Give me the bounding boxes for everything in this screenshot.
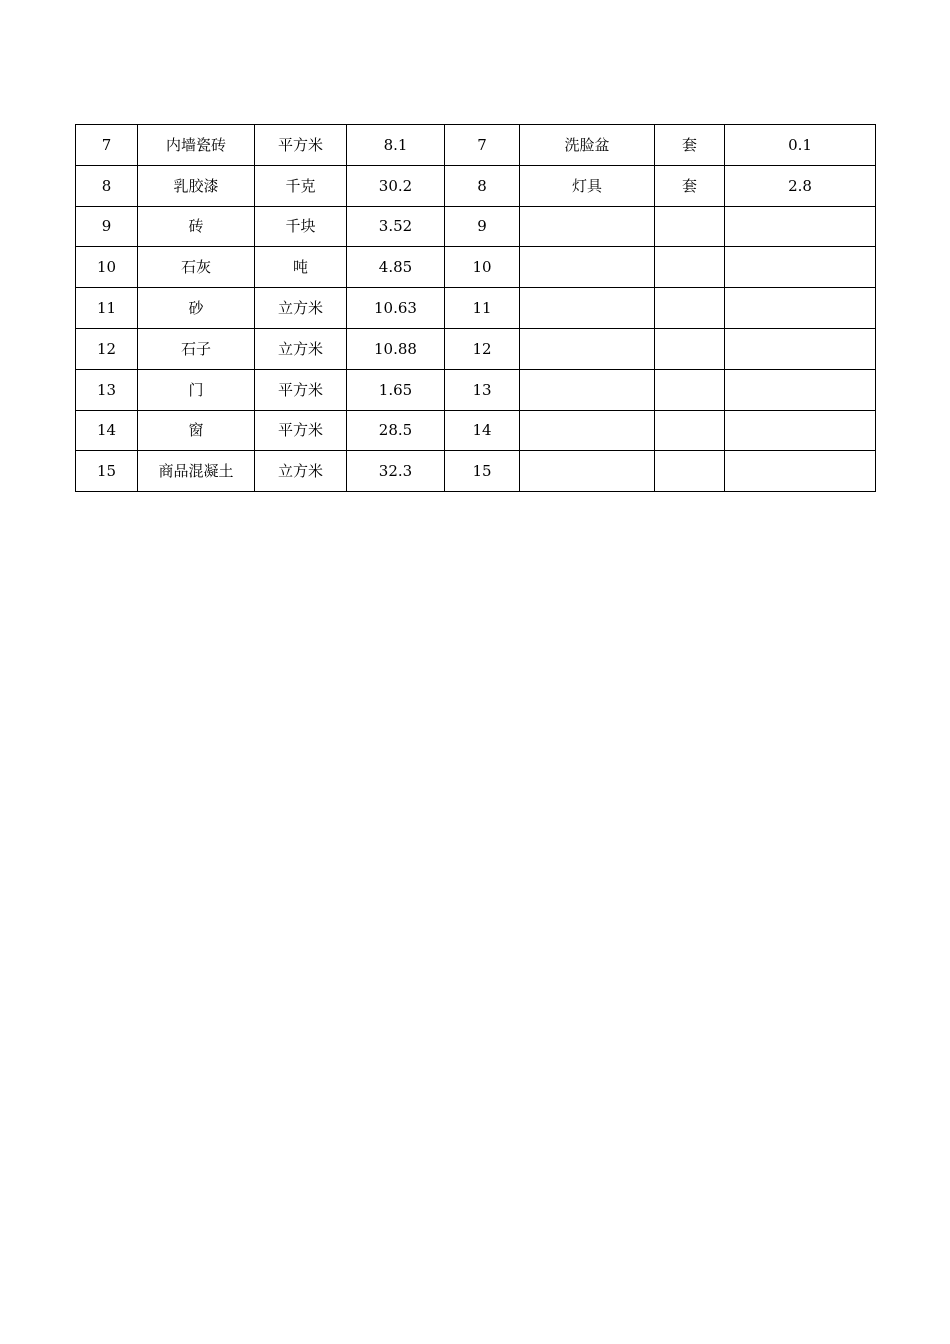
table-row [76, 165, 876, 206]
quantity-left: 10.63 [347, 288, 445, 329]
material-name-right: 灯具 [520, 165, 655, 206]
material-name-right [520, 206, 655, 247]
material-name-right: 洗脸盆 [520, 125, 655, 166]
unit-right [655, 451, 725, 492]
row-number-left: 15 [76, 451, 138, 492]
table-row [76, 125, 876, 166]
quantity-right [725, 206, 876, 247]
row-number-left: 11 [76, 288, 138, 329]
row-number-right: 8 [445, 165, 520, 206]
unit-right [655, 247, 725, 288]
material-name-right [520, 369, 655, 410]
material-name-right [520, 247, 655, 288]
unit-left: 平方米 [255, 125, 347, 166]
row-number-left: 13 [76, 369, 138, 410]
row-number-right: 13 [445, 369, 520, 410]
row-number-right: 11 [445, 288, 520, 329]
row-number-right: 15 [445, 451, 520, 492]
row-number-left: 9 [76, 206, 138, 247]
material-name-left: 乳胶漆 [138, 165, 255, 206]
unit-left: 平方米 [255, 369, 347, 410]
quantity-right [725, 369, 876, 410]
unit-left: 立方米 [255, 328, 347, 369]
materials-table [75, 124, 876, 492]
table-row [76, 410, 876, 451]
quantity-right [725, 328, 876, 369]
quantity-left: 10.88 [347, 328, 445, 369]
row-number-right: 10 [445, 247, 520, 288]
row-number-left: 7 [76, 125, 138, 166]
material-name-left: 商品混凝土 [138, 451, 255, 492]
material-name-left: 砖 [138, 206, 255, 247]
material-name-left: 窗 [138, 410, 255, 451]
material-name-left: 砂 [138, 288, 255, 329]
quantity-left: 3.52 [347, 206, 445, 247]
unit-right [655, 288, 725, 329]
quantity-left: 1.65 [347, 369, 445, 410]
unit-left: 立方米 [255, 451, 347, 492]
material-name-left: 石灰 [138, 247, 255, 288]
unit-right [655, 410, 725, 451]
quantity-right [725, 410, 876, 451]
row-number-left: 10 [76, 247, 138, 288]
material-name-right [520, 288, 655, 329]
quantity-left: 28.5 [347, 410, 445, 451]
table-row [76, 206, 876, 247]
unit-right [655, 206, 725, 247]
row-number-right: 14 [445, 410, 520, 451]
quantity-left: 8.1 [347, 125, 445, 166]
unit-right: 套 [655, 165, 725, 206]
quantity-right: 0.1 [725, 125, 876, 166]
unit-left: 吨 [255, 247, 347, 288]
quantity-right: 2.8 [725, 165, 876, 206]
row-number-right: 12 [445, 328, 520, 369]
unit-left: 平方米 [255, 410, 347, 451]
material-name-left: 门 [138, 369, 255, 410]
quantity-right [725, 451, 876, 492]
table-row [76, 451, 876, 492]
unit-left: 千克 [255, 165, 347, 206]
table-row [76, 328, 876, 369]
quantity-left: 4.85 [347, 247, 445, 288]
row-number-left: 8 [76, 165, 138, 206]
unit-right [655, 328, 725, 369]
row-number-left: 14 [76, 410, 138, 451]
quantity-left: 32.3 [347, 451, 445, 492]
quantity-right [725, 288, 876, 329]
unit-right: 套 [655, 125, 725, 166]
material-name-right [520, 328, 655, 369]
quantity-right [725, 247, 876, 288]
table-row [76, 369, 876, 410]
material-name-left: 石子 [138, 328, 255, 369]
unit-left: 千块 [255, 206, 347, 247]
row-number-left: 12 [76, 328, 138, 369]
material-name-left: 内墙瓷砖 [138, 125, 255, 166]
quantity-left: 30.2 [347, 165, 445, 206]
material-name-right [520, 410, 655, 451]
material-name-right [520, 451, 655, 492]
row-number-right: 9 [445, 206, 520, 247]
unit-left: 立方米 [255, 288, 347, 329]
table-row [76, 288, 876, 329]
row-number-right: 7 [445, 125, 520, 166]
table-row [76, 247, 876, 288]
unit-right [655, 369, 725, 410]
